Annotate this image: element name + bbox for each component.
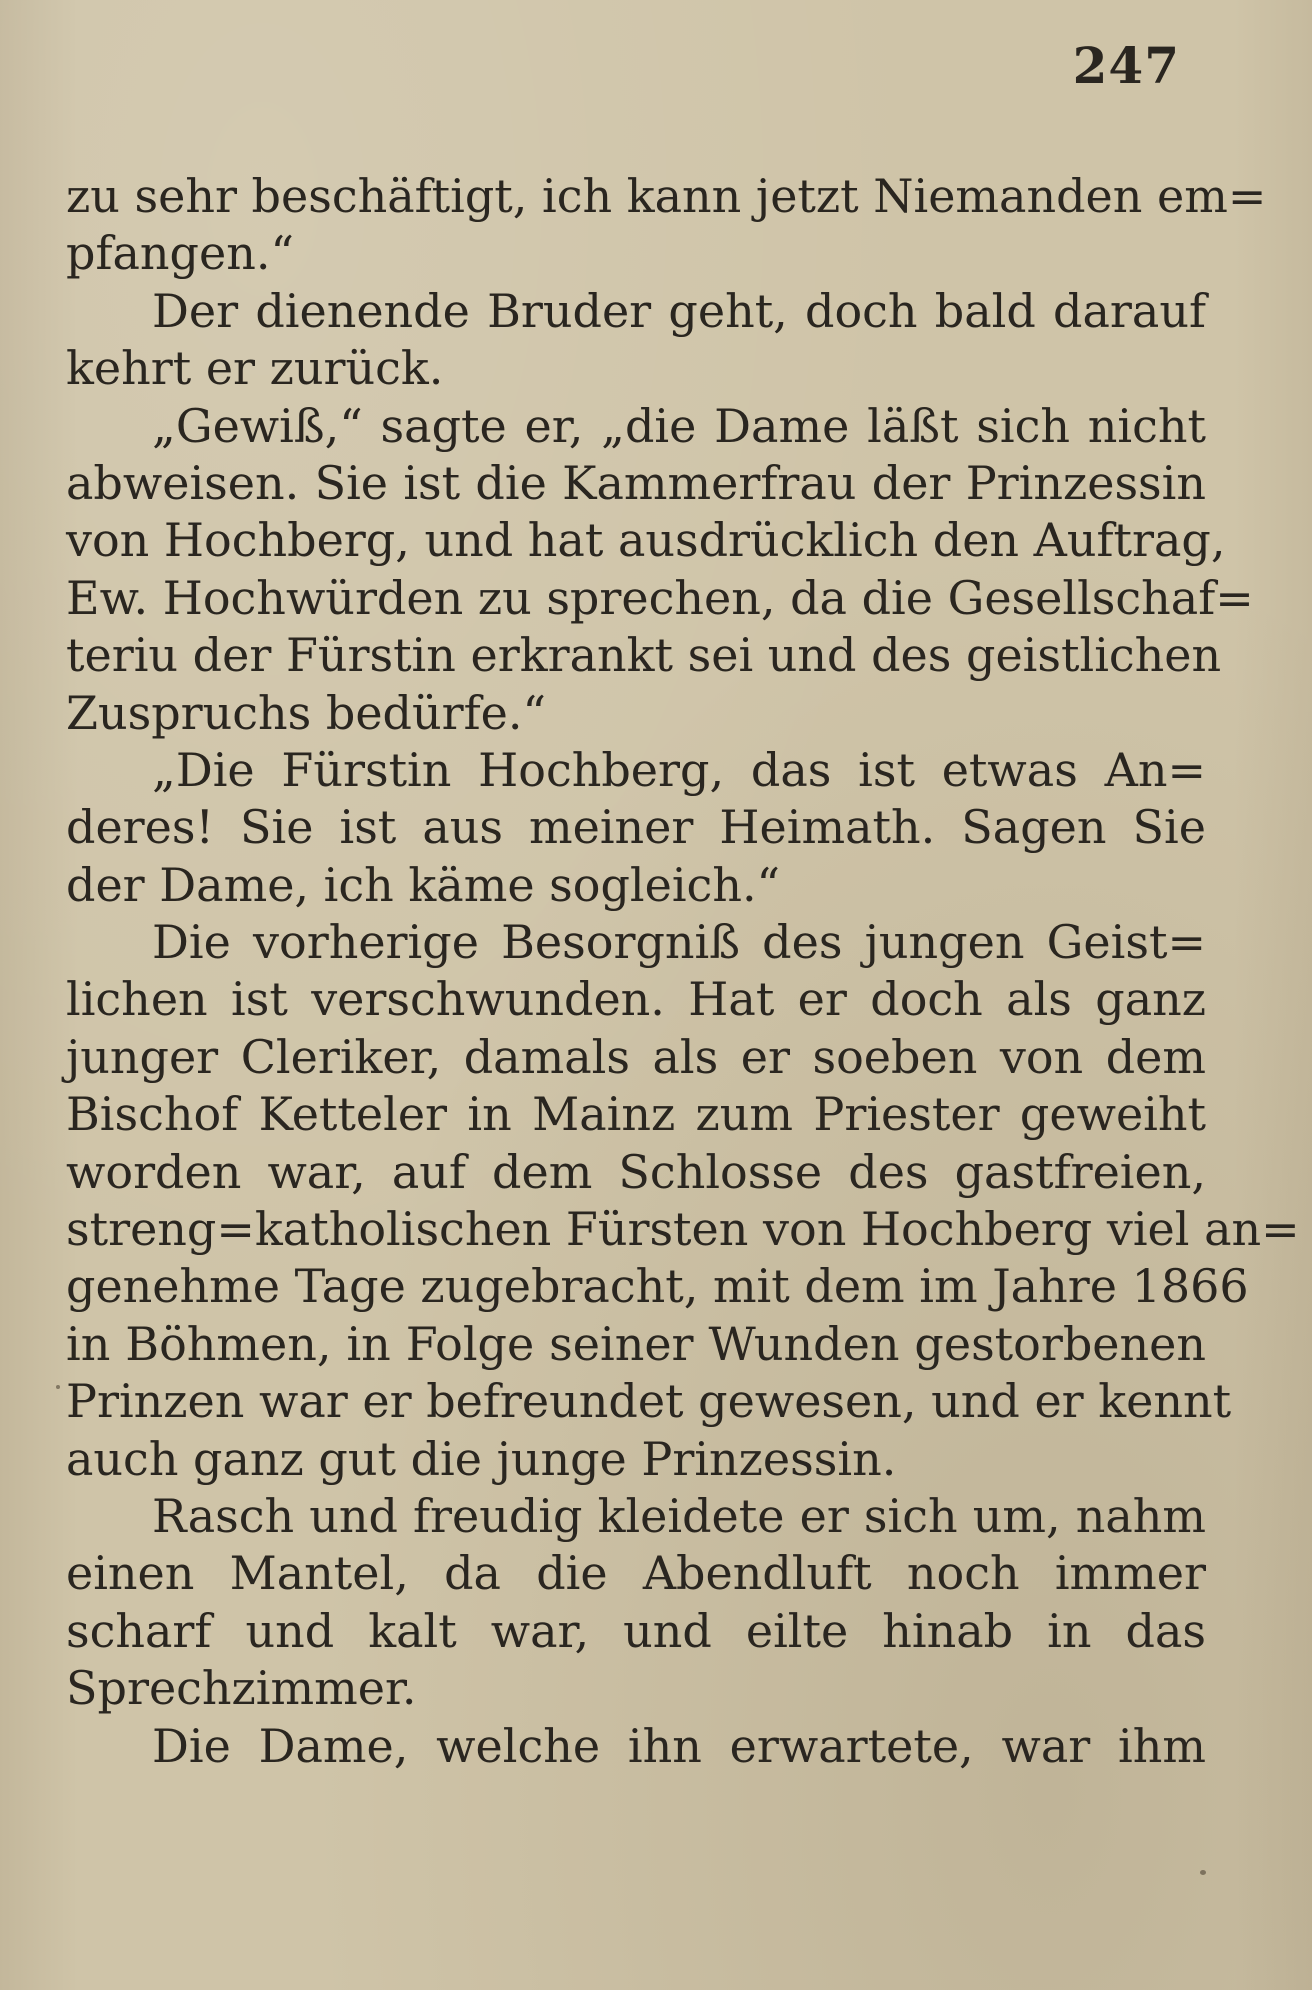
text-line: genehme Tage zugebracht, mit dem im Jahre 1866 <box>66 1259 1249 1314</box>
text-line: „Gewiß,“ sagte er, „die Dame läßt sich nicht <box>152 398 1206 453</box>
text-line: deres! Sie ist aus meiner Heimath. Sagen Sie <box>66 800 1206 855</box>
text-line: Prinzen war er befreundet gewesen, und er kennt <box>66 1374 1232 1429</box>
text-line: scharf und kalt war, und eilte hinab in das <box>66 1603 1206 1658</box>
text-line: von Hochberg, und hat ausdrücklich den Auftrag, <box>66 513 1226 568</box>
text-line: in Böhmen, in Folge seiner Wunden gestorbenen <box>66 1316 1206 1371</box>
text-line: Die vorherige Besorgniß des jungen Geist= <box>152 915 1206 970</box>
page-number: 247 <box>1072 36 1180 95</box>
text-line: „Die Fürstin Hochberg, das ist etwas An= <box>152 742 1206 797</box>
text-line: worden war, auf dem Schlosse des gastfreien, <box>66 1144 1206 1199</box>
text-line: zu sehr beschäftigt, ich kann jetzt Niemanden em= <box>66 169 1267 223</box>
text-line: teriu der Fürstin erkrankt sei und des geistlichen <box>66 628 1222 683</box>
text-line: junger Cleriker, damals als er soeben von dem <box>66 1029 1206 1084</box>
text-line: einen Mantel, da die Abendluft noch immer <box>66 1546 1206 1601</box>
paper-speck <box>1200 1870 1206 1875</box>
text-line: Die Dame, welche ihn erwartete, war ihm <box>152 1718 1206 1773</box>
body-text <box>66 168 1300 1775</box>
text-line: kehrt er zurück. <box>66 341 444 396</box>
text-line: streng=katholischen Fürsten von Hochberg viel an= <box>66 1202 1300 1257</box>
text-line: Ew. Hochwürden zu sprechen, da die Gesellschaf= <box>66 570 1254 625</box>
paper-speck <box>56 1385 60 1389</box>
text-line: Sprechzimmer. <box>66 1661 417 1716</box>
text-line: lichen ist verschwunden. Hat er doch als ganz <box>66 972 1206 1027</box>
text-line: pfangen.“ <box>66 226 294 281</box>
text-line: Rasch und freudig kleidete er sich um, nahm <box>152 1488 1206 1543</box>
paper-speck <box>428 1240 431 1243</box>
text-line: abweisen. Sie ist die Kammerfrau der Prinzessin <box>66 455 1206 510</box>
text-line: Der dienende Bruder geht, doch bald darauf <box>152 283 1206 338</box>
text-line: der Dame, ich käme sogleich.“ <box>66 857 781 912</box>
text-line: auch ganz gut die junge Prinzessin. <box>66 1431 897 1486</box>
text-line: Zuspruchs bedürfe.“ <box>66 685 546 740</box>
text-line: Bischof Ketteler in Mainz zum Priester geweiht <box>66 1087 1206 1142</box>
